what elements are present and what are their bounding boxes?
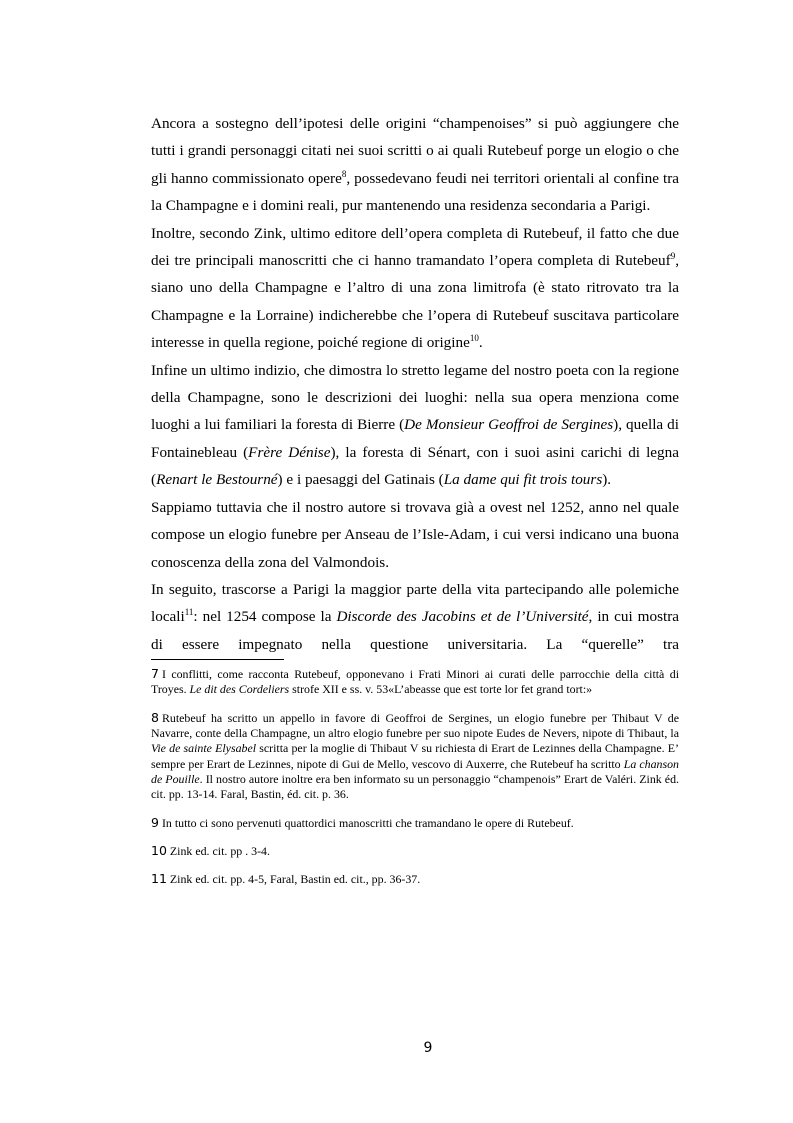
italic-title: La dame qui fit trois tours: [443, 471, 603, 489]
italic-title: La chanson de Pouille: [151, 756, 679, 786]
paragraph: [151, 576, 679, 658]
italic-title: Vie de sainte Elysabel: [151, 741, 257, 756]
text-run: ).: [602, 471, 612, 489]
text-run: : nel 1254 compose la: [193, 608, 337, 626]
italic-title: De Monsieur Geoffroi de Sergines: [404, 416, 614, 434]
paragraph: [151, 357, 679, 494]
text-run: .: [478, 334, 483, 352]
footnote: [151, 815, 679, 831]
paragraph: [151, 494, 679, 576]
footnote-number: 10: [151, 842, 167, 858]
text-run: Ancora a sostegno dell’ipotesi delle origini “champenoises” si può aggiungere che tutti i grandi personaggi citati nei suoi scritti o ai quali Rutebeuf porge un elogio o che gli hanno commissionato opere: [151, 115, 679, 187]
footnote: [151, 843, 679, 859]
footnote: [151, 666, 679, 698]
text-run: Inoltre, secondo Zink, ultimo editore dell’opera completa di Rutebeuf, il fatto che due dei tre principali manoscritti che ci hanno tramandato l’opera completa di Rutebeuf: [151, 224, 679, 270]
body-text: [151, 110, 679, 658]
text-run: . Il nostro autore inoltre era ben informato su un personaggio “champenois” Erart de Valéri. Zink éd. cit. pp. 13-14. Faral, Bastin, éd. cit. p. 36.: [151, 771, 679, 802]
footnote-number: 9: [151, 814, 159, 830]
footnote-number: 11: [151, 871, 167, 887]
footnote-ref: 11: [184, 607, 194, 618]
footnote-number: 8: [151, 709, 159, 725]
footnote-ref: 9: [670, 250, 676, 261]
italic-title: Discorde des Jacobins et de l’Université: [336, 608, 589, 626]
text-run: , siano uno della Champagne e l’altro di una zona limitrofa (è stato ritrovato tra la Champagne e la Lorraine) indicherebbe che l’opera di Rutebeuf suscitava particolare interesse in quella regione, poiché regione di origine: [151, 252, 679, 352]
text-run: Zink ed. cit. pp. 4-5, Faral, Bastin ed. cit., pp. 36-37.: [169, 872, 421, 887]
text-run: , possedevano feudi nei territori orientali al confine tra la Champagne e i domini reali, pur mantenendo una residenza secondaria a Parigi.: [151, 169, 679, 215]
text-run: Sappiamo tuttavia che il nostro autore si trovava già a ovest nel 1252, anno nel quale compose un elogio funebre per Anseau de l’Isle-Adam, i cui versi indicano una buona conoscenza della zona del Valmondois.: [151, 498, 679, 571]
text-run: In tutto ci sono pervenuti quattordici manoscritti che tramandano le opere di Rutebeuf.: [161, 815, 574, 830]
text-run: ), quella di Fontainebleau (: [151, 416, 679, 461]
text-run: In seguito, trascorse a Parigi la maggior parte della vita partecipando alle polemiche locali: [151, 580, 679, 626]
page-number: 9: [423, 1040, 433, 1056]
footnotes: [151, 666, 679, 887]
footnote: [151, 710, 679, 803]
footnote-ref: 10: [469, 333, 479, 344]
footnote-number: 7: [151, 666, 159, 682]
italic-title: Renart le Bestourné: [156, 471, 278, 489]
footnote: [151, 871, 679, 887]
text-run: ), la foresta di Sénart, con i suoi asini carichi di legna (: [151, 443, 679, 489]
text-run: , in cui mostra di essere impegnato nella questione universitaria. La “querelle” tra: [151, 608, 679, 653]
text-run: Rutebeuf ha scritto un appello in favore di Geoffroi de Sergines, un elogio funebre per Thibaut V de Navarre, conte della Champagne, un altro elogio funebre per suo nipote Eudes de Nevers, nipote di Thibaut, la: [151, 710, 679, 741]
text-run: Infine un ultimo indizio, che dimostra lo stretto legame del nostro poeta con la regione della Champagne, sono le descrizioni dei luoghi: nella sua opera menziona come luoghi a lui familiari la foresta di Bierre (: [151, 361, 679, 434]
footnote-separator: [151, 659, 284, 660]
italic-title: Le dit des Cordeliers: [189, 682, 290, 697]
text-run: Zink ed. cit. pp . 3-4.: [169, 843, 270, 858]
paragraph: [151, 220, 679, 357]
paragraph: [151, 110, 679, 220]
page-content: [151, 110, 679, 899]
text-run: I conflitti, come racconta Rutebeuf, opponevano i Frati Minori ai curati delle parrocchie della città di Troyes.: [151, 667, 679, 697]
text-run: scritta per la moglie di Thibaut V su richiesta di Erart de Lezinnes della Champagne. E’ sempre per Erart de Lezinnes, nipote di Gui de Mello, vescovo di Auxerre, che Rutebeuf ha scritto: [151, 741, 679, 771]
text-run: ) e i paesaggi del Gatinais (: [277, 471, 444, 489]
footnote-ref: 8: [341, 168, 347, 179]
italic-title: Frère Dénise: [248, 443, 331, 461]
text-run: strofe XII e ss. v. 53«L’abeasse que est torte lor fet grand tort:»: [289, 682, 593, 697]
